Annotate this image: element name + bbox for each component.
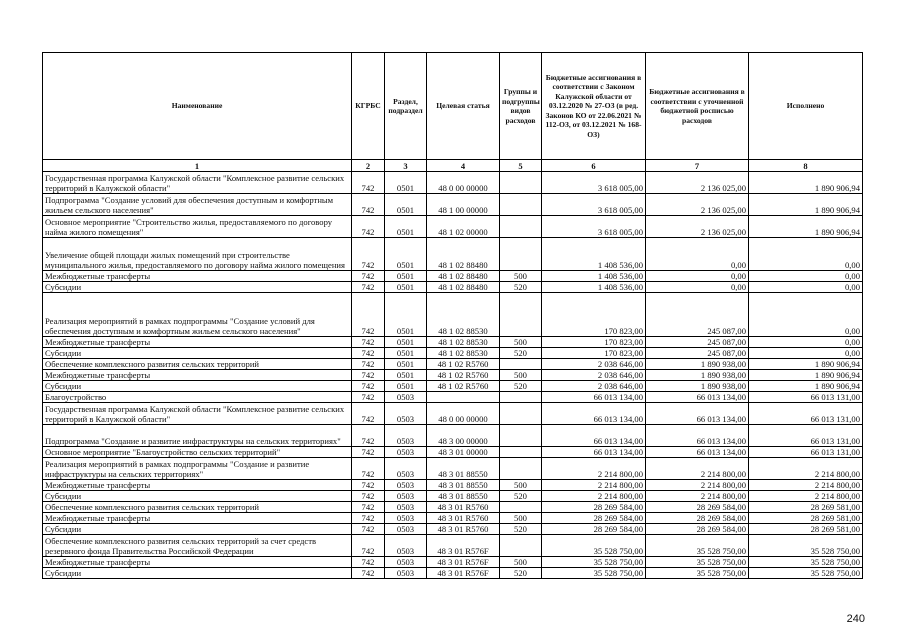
table-row [43, 271, 863, 282]
row-assign-law: 2 038 646,00 [542, 370, 646, 381]
row-section: 0503 [385, 458, 427, 480]
row-kgrbs: 742 [352, 216, 385, 238]
row-target: 48 1 02 88530 [427, 348, 500, 359]
row-assign-list: 2 214 800,00 [646, 480, 749, 491]
header-executed: Исполнено [749, 53, 863, 160]
row-executed: 28 269 581,00 [749, 502, 863, 513]
row-kgrbs: 742 [352, 370, 385, 381]
row-assign-law: 66 013 134,00 [542, 392, 646, 403]
row-kgrbs: 742 [352, 403, 385, 425]
row-assign-law: 2 214 800,00 [542, 491, 646, 502]
row-section: 0501 [385, 238, 427, 271]
header-section: Раздел, подраздел [385, 53, 427, 160]
row-target: 48 3 01 R5760 [427, 513, 500, 524]
row-executed: 0,00 [749, 282, 863, 293]
table-row [43, 491, 863, 502]
row-assign-law: 35 528 750,00 [542, 557, 646, 568]
row-kgrbs: 742 [352, 447, 385, 458]
table-row [43, 557, 863, 568]
row-executed: 0,00 [749, 238, 863, 271]
row-assign-law: 28 269 584,00 [542, 524, 646, 535]
row-target: 48 3 00 00000 [427, 425, 500, 447]
row-executed: 2 214 800,00 [749, 491, 863, 502]
row-executed: 1 890 906,94 [749, 194, 863, 216]
row-name: Межбюджетные трансферты [43, 480, 352, 491]
row-assign-law: 170 823,00 [542, 337, 646, 348]
row-executed: 66 013 131,00 [749, 425, 863, 447]
column-number: 3 [385, 160, 427, 172]
row-assign-law: 1 408 536,00 [542, 238, 646, 271]
table-row [43, 337, 863, 348]
table-row [43, 458, 863, 480]
row-section: 0503 [385, 447, 427, 458]
header-name: Наименование [43, 53, 352, 160]
row-assign-list: 2 214 800,00 [646, 491, 749, 502]
row-executed: 1 890 906,94 [749, 172, 863, 194]
row-kgrbs: 742 [352, 557, 385, 568]
row-group [500, 403, 542, 425]
column-number: 8 [749, 160, 863, 172]
row-group: 520 [500, 348, 542, 359]
table-body [43, 172, 863, 579]
row-kgrbs: 742 [352, 524, 385, 535]
row-group [500, 216, 542, 238]
row-group [500, 425, 542, 447]
row-executed: 0,00 [749, 348, 863, 359]
column-number: 5 [500, 160, 542, 172]
row-section: 0503 [385, 557, 427, 568]
row-target [427, 392, 500, 403]
row-executed: 0,00 [749, 293, 863, 337]
row-kgrbs: 742 [352, 194, 385, 216]
row-name: Субсидии [43, 348, 352, 359]
row-section: 0503 [385, 535, 427, 557]
row-name: Субсидии [43, 491, 352, 502]
table-row [43, 392, 863, 403]
row-assign-list: 0,00 [646, 282, 749, 293]
row-target: 48 1 02 88480 [427, 282, 500, 293]
column-number: 6 [542, 160, 646, 172]
row-assign-list: 1 890 938,00 [646, 370, 749, 381]
row-assign-law: 3 618 005,00 [542, 194, 646, 216]
row-executed: 1 890 906,94 [749, 370, 863, 381]
row-kgrbs: 742 [352, 568, 385, 579]
row-assign-law: 170 823,00 [542, 293, 646, 337]
row-group [500, 447, 542, 458]
row-executed: 1 890 906,94 [749, 381, 863, 392]
row-target: 48 3 01 88550 [427, 458, 500, 480]
row-executed: 1 890 906,94 [749, 216, 863, 238]
row-assign-law: 35 528 750,00 [542, 568, 646, 579]
header-target: Целевая статья [427, 53, 500, 160]
row-assign-list: 28 269 584,00 [646, 524, 749, 535]
row-executed: 35 528 750,00 [749, 557, 863, 568]
row-target: 48 3 01 88550 [427, 480, 500, 491]
table-row [43, 535, 863, 557]
row-kgrbs: 742 [352, 238, 385, 271]
row-name: Обеспечение комплексного развития сельских территорий [43, 502, 352, 513]
row-name: Межбюджетные трансферты [43, 337, 352, 348]
row-kgrbs: 742 [352, 502, 385, 513]
row-executed: 1 890 906,94 [749, 359, 863, 370]
row-assign-list: 35 528 750,00 [646, 568, 749, 579]
row-kgrbs: 742 [352, 513, 385, 524]
row-section: 0503 [385, 392, 427, 403]
row-target: 48 1 02 88530 [427, 337, 500, 348]
row-group [500, 194, 542, 216]
row-assign-list: 0,00 [646, 238, 749, 271]
table-row [43, 282, 863, 293]
row-name: Субсидии [43, 524, 352, 535]
row-group [500, 172, 542, 194]
row-section: 0501 [385, 194, 427, 216]
row-group [500, 238, 542, 271]
row-target: 48 0 00 00000 [427, 172, 500, 194]
row-section: 0501 [385, 359, 427, 370]
row-target: 48 1 02 R5760 [427, 381, 500, 392]
row-name: Подпрограмма "Создание и развитие инфраструктуры на сельских территориях" [43, 425, 352, 447]
row-executed: 35 528 750,00 [749, 568, 863, 579]
row-assign-law: 28 269 584,00 [542, 513, 646, 524]
row-group: 500 [500, 337, 542, 348]
row-executed: 0,00 [749, 337, 863, 348]
row-section: 0503 [385, 480, 427, 491]
row-assign-law: 170 823,00 [542, 348, 646, 359]
row-section: 0503 [385, 524, 427, 535]
row-name: Государственная программа Калужской области "Комплексное развитие сельских территорий в Калужской области" [43, 403, 352, 425]
row-group: 520 [500, 491, 542, 502]
row-name: Увеличение общей площади жилых помещений при строительстве муниципального жилья, предоставляемого по договору найма жилого помещения [43, 238, 352, 271]
row-assign-law: 28 269 584,00 [542, 502, 646, 513]
row-target: 48 1 00 00000 [427, 194, 500, 216]
table-row [43, 370, 863, 381]
row-target: 48 3 01 88550 [427, 491, 500, 502]
row-kgrbs: 742 [352, 381, 385, 392]
table-row [43, 216, 863, 238]
column-number-row [43, 160, 863, 172]
row-group [500, 502, 542, 513]
row-section: 0503 [385, 425, 427, 447]
row-group: 500 [500, 370, 542, 381]
row-section: 0501 [385, 370, 427, 381]
row-name: Субсидии [43, 568, 352, 579]
row-kgrbs: 742 [352, 491, 385, 502]
row-assign-list: 66 013 134,00 [646, 392, 749, 403]
row-group: 520 [500, 568, 542, 579]
row-executed: 28 269 581,00 [749, 524, 863, 535]
row-name: Государственная программа Калужской области "Комплексное развитие сельских территорий в Калужской области" [43, 172, 352, 194]
row-section: 0501 [385, 293, 427, 337]
row-section: 0501 [385, 337, 427, 348]
row-group: 500 [500, 513, 542, 524]
row-name: Субсидии [43, 381, 352, 392]
row-target: 48 1 02 R5760 [427, 370, 500, 381]
row-assign-law: 3 618 005,00 [542, 172, 646, 194]
row-target: 48 3 01 R5760 [427, 524, 500, 535]
row-name: Субсидии [43, 282, 352, 293]
row-name: Основное мероприятие "Строительство жилья, предоставляемого по договору найма жилого помещения" [43, 216, 352, 238]
row-assign-list: 1 890 938,00 [646, 381, 749, 392]
header-kgrbs: КГРБС [352, 53, 385, 160]
row-executed: 66 013 131,00 [749, 447, 863, 458]
table-row [43, 524, 863, 535]
row-assign-list: 245 087,00 [646, 293, 749, 337]
row-name: Межбюджетные трансферты [43, 271, 352, 282]
row-target: 48 3 01 R576F [427, 535, 500, 557]
header-assign-law: Бюджетные ассигнования в соответствии с Законом Калужской области от 03.12.2020 № 27-ОЗ (в ред. Законов КО от 22.06.2021 № 112-ОЗ, от 03.12.2021 № 168-ОЗ) [542, 53, 646, 160]
row-target: 48 3 01 R576F [427, 568, 500, 579]
row-assign-law: 2 214 800,00 [542, 480, 646, 491]
row-target: 48 0 00 00000 [427, 403, 500, 425]
table-row [43, 502, 863, 513]
row-assign-law: 66 013 134,00 [542, 403, 646, 425]
row-kgrbs: 742 [352, 348, 385, 359]
row-group: 500 [500, 480, 542, 491]
row-target: 48 3 01 R576F [427, 557, 500, 568]
row-assign-list: 2 136 025,00 [646, 216, 749, 238]
header-assign-list: Бюджетные ассигнования в соответствии с уточненной бюджетной росписью расходов [646, 53, 749, 160]
row-name: Межбюджетные трансферты [43, 557, 352, 568]
row-assign-law: 66 013 134,00 [542, 425, 646, 447]
row-kgrbs: 742 [352, 282, 385, 293]
row-name: Обеспечение комплексного развития сельских территорий [43, 359, 352, 370]
row-assign-list: 245 087,00 [646, 337, 749, 348]
row-name: Реализация мероприятий в рамках подпрограммы "Создание условий для обеспечения доступным и комфортным жильем сельского населения" [43, 293, 352, 337]
table-row [43, 403, 863, 425]
row-kgrbs: 742 [352, 337, 385, 348]
table-row [43, 480, 863, 491]
row-name: Реализация мероприятий в рамках подпрограммы "Создание и развитие инфраструктуры на сельских территориях" [43, 458, 352, 480]
row-assign-list: 66 013 134,00 [646, 447, 749, 458]
row-name: Обеспечение комплексного развития сельских территорий за счет средств резервного фонда Правительства Российской Федерации [43, 535, 352, 557]
row-target: 48 1 02 00000 [427, 216, 500, 238]
row-kgrbs: 742 [352, 293, 385, 337]
table-row [43, 381, 863, 392]
budget-table [42, 52, 863, 579]
column-number: 2 [352, 160, 385, 172]
table-row [43, 359, 863, 370]
row-section: 0501 [385, 172, 427, 194]
row-assign-list: 2 214 800,00 [646, 458, 749, 480]
row-group: 520 [500, 282, 542, 293]
row-section: 0503 [385, 513, 427, 524]
row-assign-law: 1 408 536,00 [542, 271, 646, 282]
table-row [43, 513, 863, 524]
row-target: 48 1 02 88530 [427, 293, 500, 337]
row-assign-law: 1 408 536,00 [542, 282, 646, 293]
row-group: 520 [500, 381, 542, 392]
row-kgrbs: 742 [352, 359, 385, 370]
table-row [43, 568, 863, 579]
column-number: 7 [646, 160, 749, 172]
column-number: 4 [427, 160, 500, 172]
row-assign-list: 28 269 584,00 [646, 513, 749, 524]
row-kgrbs: 742 [352, 172, 385, 194]
row-name: Благоустройство [43, 392, 352, 403]
header-groups: Группы и подгруппы видов расходов [500, 53, 542, 160]
row-name: Основное мероприятие "Благоустройство сельских территорий" [43, 447, 352, 458]
row-executed: 35 528 750,00 [749, 535, 863, 557]
table-row [43, 447, 863, 458]
row-assign-law: 3 618 005,00 [542, 216, 646, 238]
row-assign-list: 1 890 938,00 [646, 359, 749, 370]
table-row [43, 172, 863, 194]
row-executed: 0,00 [749, 271, 863, 282]
row-name: Межбюджетные трансферты [43, 370, 352, 381]
row-assign-law: 2 038 646,00 [542, 381, 646, 392]
row-kgrbs: 742 [352, 535, 385, 557]
row-group [500, 359, 542, 370]
row-section: 0503 [385, 491, 427, 502]
row-assign-list: 35 528 750,00 [646, 535, 749, 557]
table-row [43, 348, 863, 359]
row-group [500, 293, 542, 337]
table-row [43, 194, 863, 216]
row-executed: 66 013 131,00 [749, 403, 863, 425]
row-assign-list: 66 013 134,00 [646, 425, 749, 447]
row-target: 48 1 02 88480 [427, 271, 500, 282]
row-assign-list: 2 136 025,00 [646, 172, 749, 194]
row-section: 0501 [385, 381, 427, 392]
row-section: 0503 [385, 403, 427, 425]
table-row [43, 293, 863, 337]
row-kgrbs: 742 [352, 392, 385, 403]
row-name: Межбюджетные трансферты [43, 513, 352, 524]
row-section: 0501 [385, 271, 427, 282]
row-section: 0501 [385, 348, 427, 359]
row-assign-law: 2 038 646,00 [542, 359, 646, 370]
row-executed: 2 214 800,00 [749, 458, 863, 480]
row-section: 0503 [385, 568, 427, 579]
row-assign-list: 35 528 750,00 [646, 557, 749, 568]
row-group [500, 535, 542, 557]
row-assign-law: 2 214 800,00 [542, 458, 646, 480]
row-name: Подпрограмма "Создание условий для обеспечения доступным и комфортным жильем сельского населения" [43, 194, 352, 216]
row-executed: 66 013 131,00 [749, 392, 863, 403]
page-number: 240 [846, 613, 865, 625]
row-section: 0503 [385, 502, 427, 513]
row-assign-list: 66 013 134,00 [646, 403, 749, 425]
row-kgrbs: 742 [352, 480, 385, 491]
table-header-row [43, 53, 863, 160]
row-assign-list: 28 269 584,00 [646, 502, 749, 513]
row-assign-list: 245 087,00 [646, 348, 749, 359]
row-group: 500 [500, 557, 542, 568]
row-target: 48 1 02 88480 [427, 238, 500, 271]
column-number: 1 [43, 160, 352, 172]
row-section: 0501 [385, 216, 427, 238]
row-group: 520 [500, 524, 542, 535]
row-target: 48 1 02 R5760 [427, 359, 500, 370]
row-kgrbs: 742 [352, 425, 385, 447]
row-executed: 2 214 800,00 [749, 480, 863, 491]
row-section: 0501 [385, 282, 427, 293]
row-assign-list: 0,00 [646, 271, 749, 282]
row-target: 48 3 01 00000 [427, 447, 500, 458]
row-group [500, 458, 542, 480]
row-target: 48 3 01 R5760 [427, 502, 500, 513]
row-kgrbs: 742 [352, 271, 385, 282]
table-row [43, 425, 863, 447]
table-row [43, 238, 863, 271]
row-group [500, 392, 542, 403]
row-assign-law: 35 528 750,00 [542, 535, 646, 557]
row-kgrbs: 742 [352, 458, 385, 480]
row-executed: 28 269 581,00 [749, 513, 863, 524]
row-assign-law: 66 013 134,00 [542, 447, 646, 458]
row-assign-list: 2 136 025,00 [646, 194, 749, 216]
row-group: 500 [500, 271, 542, 282]
